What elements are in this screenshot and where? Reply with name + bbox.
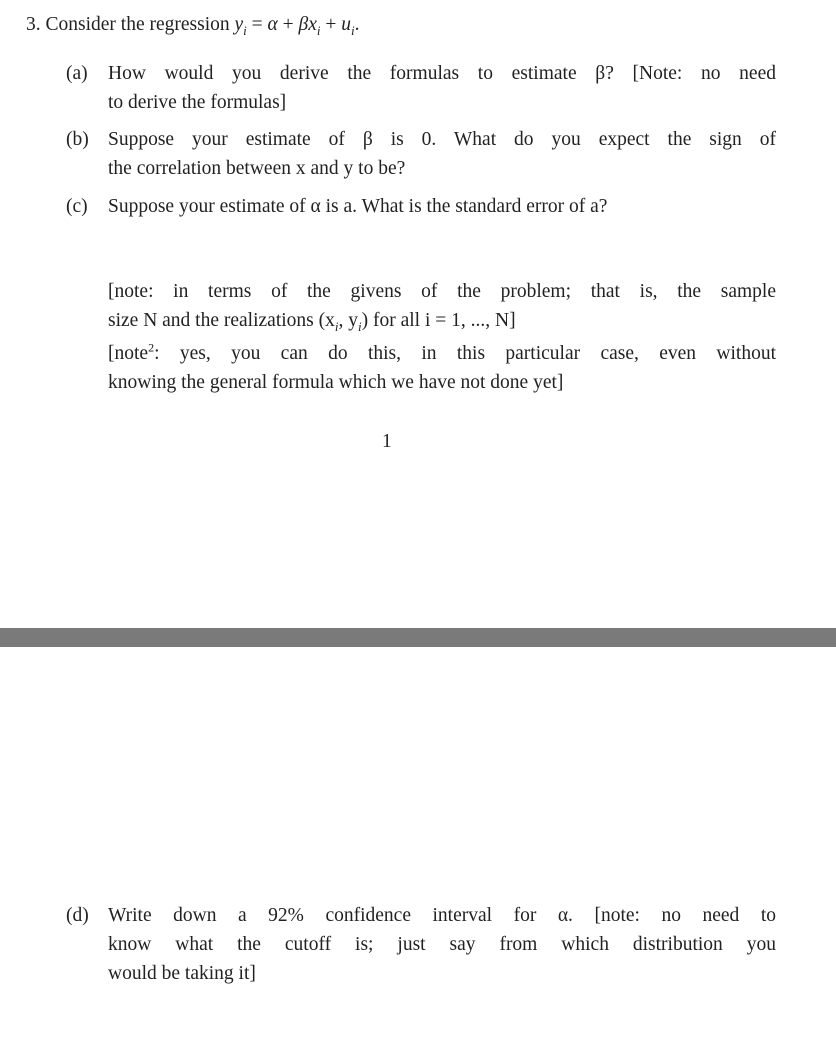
part-a-line-1: How would you derive the formulas to estimate β? [Note: no need [108, 63, 776, 84]
note-1-line-1: [note: in terms of the givens of the problem; that is, the sample [108, 281, 776, 302]
part-c-label: (c) [66, 196, 88, 217]
part-d-line-3: would be taking it] [108, 963, 256, 984]
problem-number: 3. [26, 14, 41, 35]
page-2 [0, 647, 836, 1062]
note-1-line-2: size N and the realizations ($x_i$, $y_i$) for all i = 1, ..., N] [108, 310, 516, 334]
note-2-line-1: [note$^2$: yes, you can do this, in this particular case, even without [108, 340, 776, 364]
part-b-line-2: the correlation between x and y to be? [108, 158, 406, 179]
part-b-label: (b) [66, 129, 89, 150]
part-d-line-2: know what the cutoff is; just say from which distribution you [108, 934, 776, 955]
part-d-line-1: Write down a 92% confidence interval for α. [note: no need to [108, 905, 776, 926]
part-b-line-1: Suppose your estimate of β is 0. What do you expect the sign of [108, 129, 776, 150]
part-a-line-2: to derive the formulas] [108, 92, 287, 113]
problem-header [26, 10, 360, 45]
part-d-label: (d) [66, 905, 89, 926]
part-a-label: (a) [66, 63, 88, 84]
regression-equation: $y_i = \alpha + \beta x_i + u_i$. [234, 14, 360, 38]
page-number: 1 [382, 431, 392, 452]
page-separator [0, 628, 836, 647]
part-c-line-1: Suppose your estimate of α is a. What is the standard error of a? [108, 196, 608, 217]
note-2-line-2: knowing the general formula which we have not done yet] [108, 372, 564, 393]
problem-intro: Consider the regression [45, 14, 230, 35]
